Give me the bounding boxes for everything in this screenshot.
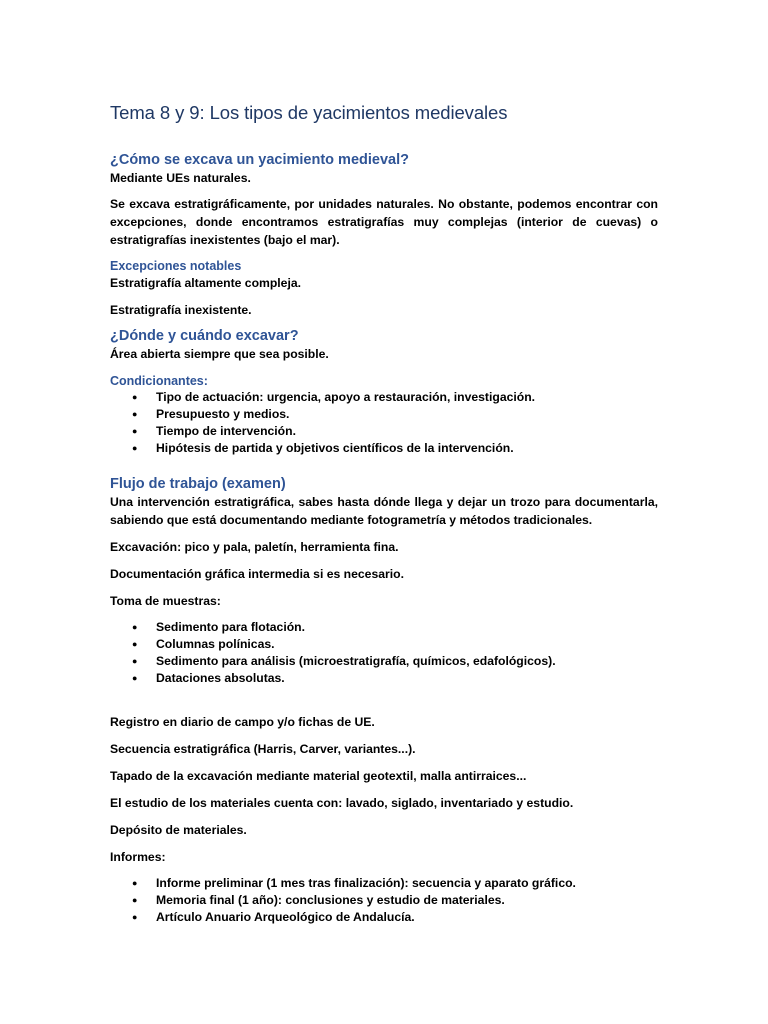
list-item: ● Artículo Anuario Arqueológico de Andalucía. — [110, 909, 658, 926]
paragraph: Secuencia estratigráfica (Harris, Carver, variantes...). — [110, 742, 416, 756]
list-item: ● Informe preliminar (1 mes tras finalización): secuencia y aparato gráfico. — [110, 875, 658, 892]
list-item: ● Tiempo de intervención. — [110, 423, 658, 440]
list-item: ● Hipótesis de partida y objetivos científicos de la intervención. — [110, 440, 658, 457]
list-item: ● Memoria final (1 año): conclusiones y estudio de materiales. — [110, 892, 658, 909]
paragraph: Toma de muestras: — [110, 594, 221, 608]
paragraph: Estratigrafía inexistente. — [110, 303, 252, 317]
section-heading-como-excavar: ¿Cómo se excava un yacimiento medieval? — [110, 152, 409, 168]
paragraph: Estratigrafía altamente compleja. — [110, 276, 302, 290]
paragraph: Informes: — [110, 850, 166, 864]
list-item: ● Columnas polínicas. — [110, 636, 658, 653]
subheading-excepciones: Excepciones notables — [110, 259, 242, 273]
paragraph: Depósito de materiales. — [110, 823, 247, 837]
document-page — [110, 100, 658, 926]
paragraph: Se excava estratigráficamente, por unidades naturales. No obstante, podemos encontrar con excepciones, donde encontramos estratigrafías muy complejas (interior de cuevas) o estratigrafías inexistentes (bajo el mar). — [110, 197, 658, 247]
list-item: ● Presupuesto y medios. — [110, 406, 658, 423]
document-title: Tema 8 y 9: Los tipos de yacimientos medievales — [110, 102, 508, 123]
paragraph: El estudio de los materiales cuenta con: lavado, siglado, inventariado y estudio. — [110, 796, 574, 810]
paragraph: Excavación: pico y pala, paletín, herramienta fina. — [110, 540, 399, 554]
list-item: ● Sedimento para flotación. — [110, 619, 658, 636]
paragraph: Tapado de la excavación mediante material geotextil, malla antirraices... — [110, 769, 527, 783]
section-heading-donde-cuando: ¿Dónde y cuándo excavar? — [110, 328, 299, 344]
section-heading-flujo-trabajo: Flujo de trabajo (examen) — [110, 476, 286, 492]
paragraph: Mediante UEs naturales. — [110, 171, 251, 185]
paragraph: Área abierta siempre que sea posible. — [110, 347, 329, 361]
list-item: ● Dataciones absolutas. — [110, 670, 658, 687]
list-item: ● Tipo de actuación: urgencia, apoyo a restauración, investigación. — [110, 389, 658, 406]
bullet-list-muestras — [110, 619, 658, 687]
paragraph: Una intervención estratigráfica, sabes hasta dónde llega y dejar un trozo para documentarla, sabiendo que está documentando mediante fotogrametría y métodos tradicionales. — [110, 495, 658, 527]
bullet-list-condicionantes — [110, 389, 658, 457]
list-item: ● Sedimento para análisis (microestratigrafía, químicos, edafológicos). — [110, 653, 658, 670]
paragraph: Documentación gráfica intermedia si es necesario. — [110, 567, 404, 581]
subheading-condicionantes: Condicionantes: — [110, 374, 208, 388]
bullet-list-informes — [110, 875, 658, 926]
paragraph: Registro en diario de campo y/o fichas de UE. — [110, 715, 375, 729]
